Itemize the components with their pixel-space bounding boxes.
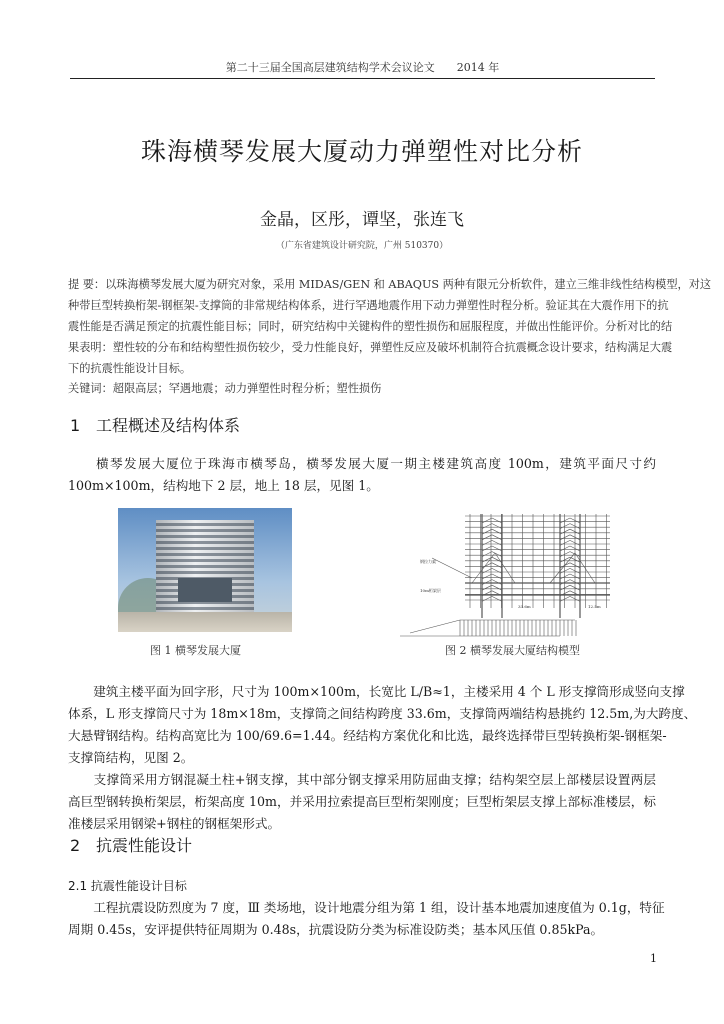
figure-2-label: 12.5m (588, 604, 601, 609)
abstract-line: 提 要：以珠海横琴发展大厦为研究对象，采用 MIDAS/GEN 和 ABAQUS 两种有限元分析软件，建立三维非线性结构模型，对这 (68, 278, 712, 291)
figure-2-label: 钢拉力索 (420, 559, 436, 564)
figure-1-caption: 图 1 横琴发展大厦 (150, 644, 241, 657)
body-line: 工程抗震设防烈度为 7 度，Ⅲ 类场地，设计地震分组为第 1 组，设计基本地震加速度值为 0.1g，特征 (68, 900, 665, 915)
body-line: 高巨型钢转换桁架层，桁架高度 10m，并采用拉索提高巨型桁架刚度；巨型桁架层支撑上部标准楼层，标 (68, 794, 656, 809)
figure-2-label: 33.6m (518, 604, 531, 609)
body-line: 体系，L 形支撑筒尺寸为 18m×18m，支撑筒之间结构跨度 33.6m，支撑筒两端结构悬挑约 12.5m,为大跨度、 (68, 706, 697, 721)
affiliation: （广东省建筑设计研究院，广州 510370） (275, 241, 449, 251)
section-title: 工程概述及结构体系 (96, 416, 241, 435)
figure-1-building-photo (118, 508, 292, 632)
body-line: 建筑主楼平面为回字形，尺寸为 100m×100m，长宽比 L/B≈1，主楼采用 4 个 L 形支撑筒形成竖向支撑 (68, 684, 685, 699)
section-number: 2 (70, 836, 81, 855)
section-1-heading (70, 413, 240, 436)
abstract-line: 震性能是否满足预定的抗震性能目标；同时，研究结构中关键构件的塑性损伤和屈服程度，并做出性能评价。分析对比的结 (68, 320, 673, 333)
paper-title: 珠海横琴发展大厦动力弹塑性对比分析 (140, 137, 583, 166)
figure-2-caption: 图 2 横琴发展大厦结构模型 (445, 644, 580, 657)
body-line: 100m×100m，结构地下 2 层，地上 18 层，见图 1。 (68, 478, 379, 493)
body-line: 周期 0.45s，安评提供特征周期为 0.48s，抗震设防分类为标准设防类；基本风压值 0.85kPa。 (68, 922, 604, 937)
body-line: 准楼层采用钢梁+钢柱的钢框架形式。 (68, 816, 281, 831)
running-header: 第二十三届全国高层建筑结构学术会议论文 2014 年 (70, 59, 655, 79)
section-title: 抗震性能设计 (96, 836, 193, 855)
body-line: 横琴发展大厦位于珠海市横琴岛，横琴发展大厦一期主楼建筑高度 100m，建筑平面尺寸约 (68, 456, 656, 471)
subsection-2-1-heading: 2.1 抗震性能设计目标 (68, 879, 187, 893)
section-number: 1 (70, 416, 81, 435)
figure-2-label: 10m桁架层 (420, 588, 441, 593)
authors: 金晶，区彤，谭坚，张连飞 (260, 210, 464, 230)
abstract-line: 果表明：塑性较的分布和结构塑性损伤较少，受力性能良好，弹塑性反应及破坏机制符合抗震概念设计要求，结构满足大震 (68, 341, 673, 354)
body-line: 支撑筒结构，见图 2。 (68, 750, 194, 765)
figure-2-structure-model (400, 508, 622, 638)
body-line: 大悬臂钢结构。结构高宽比为 100/69.6=1.44。经结构方案优化和比选，最终选择带巨型转换桁架-钢框架- (68, 728, 667, 743)
page-number: 1 (650, 952, 657, 965)
abstract-line: 下的抗震性能设计目标。 (68, 362, 192, 375)
section-2-heading (70, 833, 192, 856)
body-line: 支撑筒采用方钢混凝土柱+钢支撑，其中部分钢支撑采用防屈曲支撑；结构架空层上部楼层设置两层 (68, 772, 656, 787)
keywords: 关键词：超限高层；罕遇地震；动力弹塑性时程分析；塑性损伤 (68, 382, 382, 395)
abstract-line: 种带巨型转换桁架-钢框架-支撑筒的非常规结构体系，进行罕遇地震作用下动力弹塑性时程分析。验证其在大震作用下的抗 (68, 299, 669, 312)
